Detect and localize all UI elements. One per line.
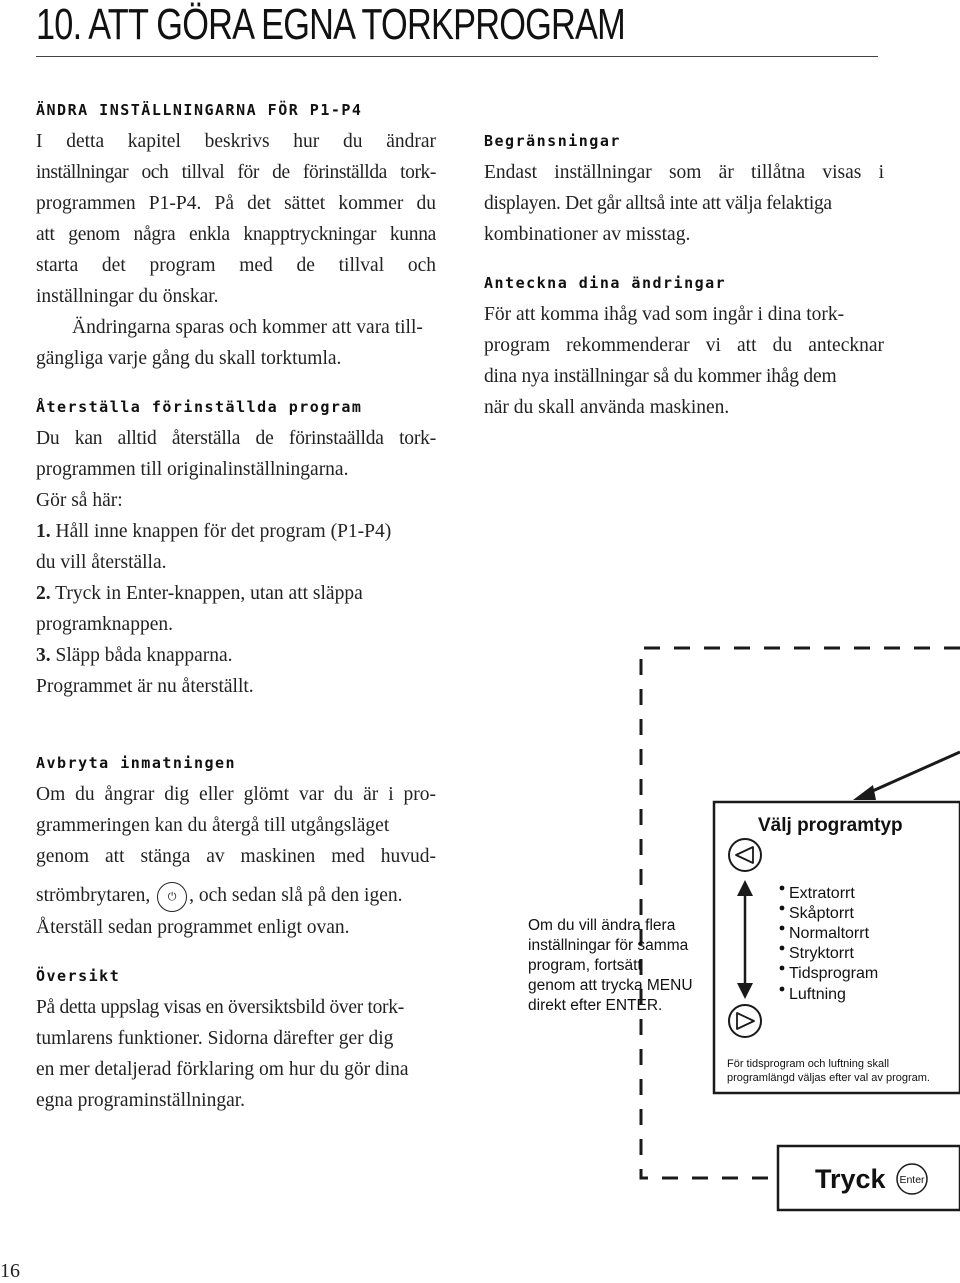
- enter-label: Enter: [899, 1174, 925, 1186]
- overview-line-4: egna programinställningar.: [36, 1089, 246, 1111]
- note-line-2: inställningar för samma: [528, 937, 689, 954]
- section-heading-record-changes: Anteckna dina ändringar: [484, 274, 727, 292]
- double-arrow-up-head: [737, 880, 753, 896]
- section-heading-cancel-input: Avbryta inmatningen: [36, 754, 237, 772]
- saved-note-line-1: Ändringarna sparas och kommer att vara till-: [72, 317, 423, 338]
- bullet-2: [780, 906, 785, 911]
- record-line-4: när du skall använda maskinen.: [484, 397, 730, 418]
- record-line-1: För att komma ihåg vad som ingår i dina tork-: [484, 304, 845, 325]
- page-number: 16: [0, 1260, 20, 1282]
- note-line-1: Om du vill ändra flera: [528, 917, 676, 934]
- reset-line-3: Gör så här:: [36, 490, 123, 511]
- incoming-arrow-head: [853, 785, 876, 800]
- incoming-arrow-line: [868, 752, 960, 793]
- page-title: 10. ATT GÖRA EGNA TORKPROGRAM: [36, 0, 625, 49]
- right-arrow-button[interactable]: [729, 1005, 761, 1037]
- left-arrow-button[interactable]: [729, 839, 761, 871]
- step-2-number: 2.: [36, 583, 51, 604]
- step-2-text-b: programknappen.: [36, 614, 173, 635]
- power-icon: ⏻: [157, 882, 187, 912]
- reset-final: Programmet är nu återställt.: [36, 676, 254, 697]
- box-footnote-line-1: För tidsprogram och luftning skall: [727, 1058, 890, 1070]
- step-3-text: Släpp båda knapparna.: [55, 645, 233, 666]
- cancel-line-2: grammeringen kan du återgå till utgångsläget: [36, 815, 390, 836]
- press-label: Tryck: [815, 1164, 886, 1194]
- cancel-power-post: , och sedan slå på den igen.: [189, 885, 403, 906]
- note-line-4: genom att trycka MENU: [528, 977, 693, 994]
- section-heading-change-settings: ÄNDRA INSTÄLLNINGARNA FÖR P1-P4: [36, 101, 363, 119]
- cancel-line-1: Om du ångrar dig eller glömt var du är i pro-: [36, 784, 436, 805]
- cancel-last: Återställ sedan programmet enligt ovan.: [36, 916, 350, 938]
- note-line-3: program, fortsätt: [528, 957, 642, 974]
- record-line-2: program rekommenderar vi att du antecknar: [484, 335, 884, 356]
- reset-line-2: programmen till originalinställningarna.: [36, 459, 349, 480]
- program-item-1: Extratorrt: [789, 885, 855, 902]
- intro-line-4: att genom några enkla knapptryckningar kunna: [36, 224, 436, 245]
- intro-line-1: I detta kapitel beskrivs hur du ändrar: [36, 131, 436, 152]
- step-2-text-a: Tryck in Enter-knappen, utan att släppa: [55, 583, 363, 604]
- reset-line-1: Du kan alltid återställa de förinstaällda tork-: [36, 428, 436, 449]
- program-item-5: Tidsprogram: [789, 965, 879, 982]
- limit-line-3: kombinationer av misstag.: [484, 224, 691, 245]
- bullet-6: [780, 987, 785, 992]
- section-heading-overview: Översikt: [36, 966, 121, 985]
- bullet-4: [780, 946, 785, 951]
- limit-line-2: displayen. Det går alltså inte att välja felaktiga: [484, 193, 832, 214]
- intro-line-6: inställningar du önskar.: [36, 286, 219, 307]
- program-item-4: Stryktorrt: [789, 945, 854, 962]
- step-3-number: 3.: [36, 645, 51, 666]
- bullet-5: [780, 966, 785, 971]
- program-item-6: Luftning: [789, 986, 846, 1003]
- program-item-3: Normaltorrt: [789, 925, 870, 942]
- double-arrow-down-head: [737, 983, 753, 999]
- cancel-power-pre: strömbrytaren,: [36, 885, 151, 906]
- program-type-title: Välj programtyp: [758, 815, 903, 836]
- step-1-number: 1.: [36, 521, 51, 542]
- overview-line-2: tumlarens funktioner. Sidorna därefter ger dig: [36, 1027, 394, 1049]
- section-heading-reset-programs: Återställa förinställda program: [36, 398, 363, 416]
- intro-line-2: inställningar och tillval för de förinställda tork-: [36, 162, 436, 183]
- cancel-line-3: genom att stänga av maskinen med huvud-: [36, 846, 436, 867]
- overview-line-1: På detta uppslag visas en översiktsbild över tork-: [36, 996, 404, 1018]
- step-1-text-a: Håll inne knappen för det program (P1-P4): [55, 521, 392, 542]
- box-footnote-line-2: programlängd väljas efter val av program.: [727, 1072, 930, 1084]
- intro-line-5: starta det program med de tillval och: [36, 255, 436, 276]
- saved-note-line-2: gängliga varje gång du skall torktumla.: [36, 348, 342, 369]
- record-line-3: dina nya inställningar så du kommer ihåg dem: [484, 366, 837, 387]
- intro-line-3: programmen P1-P4. På det sättet kommer du: [36, 193, 436, 214]
- program-list: [780, 885, 879, 1003]
- step-1-text-b: du vill återställa.: [36, 552, 167, 573]
- section-heading-limitations: Begränsningar: [484, 132, 621, 150]
- bullet-1: [780, 886, 785, 891]
- limit-line-1: Endast inställningar som är tillåtna visas i: [484, 162, 884, 183]
- program-item-2: Skåptorrt: [789, 905, 854, 922]
- bullet-3: [780, 926, 785, 931]
- note-line-5: direkt efter ENTER.: [528, 997, 663, 1014]
- overview-line-3: en mer detaljerad förklaring om hur du gör dina: [36, 1058, 409, 1080]
